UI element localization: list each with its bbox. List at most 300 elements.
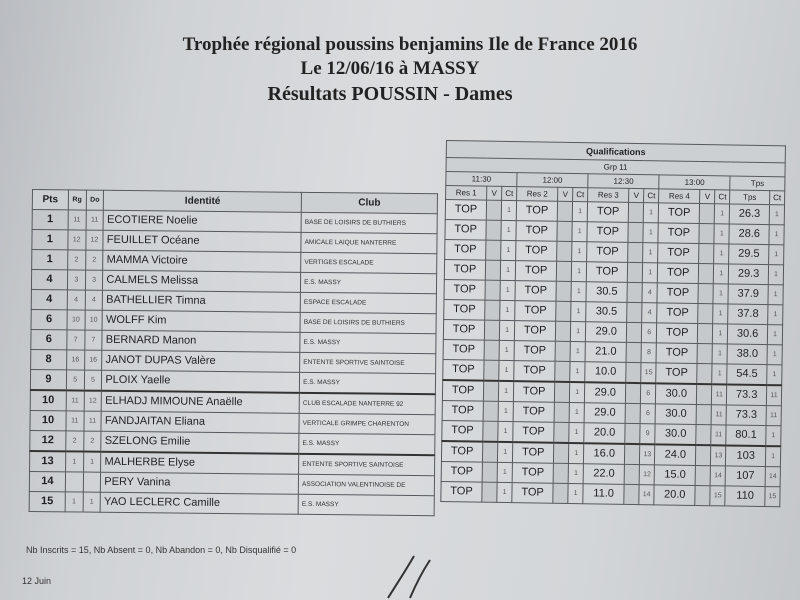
result-cell: TOP <box>658 223 699 244</box>
result-cell: TOP <box>445 200 486 221</box>
time-block: 12:00 <box>517 173 588 188</box>
v-cell <box>627 282 642 302</box>
result-cell: TOP <box>514 321 555 342</box>
time-cell: 110 <box>725 486 765 507</box>
rg-cell: 1 <box>65 492 83 512</box>
rank-cell: 9 <box>30 369 66 390</box>
club-cell: E.S. MASSY <box>298 494 434 515</box>
result-cell: TOP <box>656 343 697 364</box>
result-cell: 30.5 <box>586 282 627 303</box>
ct-cell: 1 <box>500 260 515 280</box>
rank-cell: 1 <box>32 210 68 230</box>
time-ct-cell: 1 <box>769 225 784 245</box>
rank-cell: 1 <box>32 250 68 270</box>
ct-cell: 1 <box>497 482 512 502</box>
ct-cell: 1 <box>572 201 587 221</box>
v-cell <box>486 220 501 240</box>
do-cell: 4 <box>85 290 103 310</box>
identity-cell: BATHELLIER Timna <box>103 290 301 312</box>
v-cell <box>553 463 568 483</box>
v-cell <box>627 302 642 322</box>
ct-cell: 15 <box>641 363 656 384</box>
qualifications-title: Qualifications <box>446 141 785 163</box>
club-cell: ENTENTE SPORTIVE SAINTOISE <box>300 352 436 373</box>
rank-cell: 1 <box>32 230 68 250</box>
result-cell: TOP <box>587 222 628 243</box>
v-cell <box>483 401 498 421</box>
v-cell <box>625 444 640 465</box>
result-cell: TOP <box>657 283 698 304</box>
ct-cell: 1 <box>714 224 729 244</box>
v-cell <box>628 222 643 242</box>
v-cell <box>486 240 501 260</box>
result-cell: TOP <box>586 262 627 283</box>
ct-cell: 1 <box>571 301 586 321</box>
time-cell: 103 <box>726 445 766 466</box>
v-cell <box>625 403 640 423</box>
v-cell <box>697 343 712 363</box>
ct-cell: 1 <box>572 241 587 261</box>
sub-header-cell: Res 4 <box>659 189 700 204</box>
summary-footer: Nb Inscrits = 15, Nb Absent = 0, Nb Abandon = 0, Nb Disqualifié = 0 <box>26 545 297 555</box>
result-cell: TOP <box>513 422 554 443</box>
sub-header-cell: Res 3 <box>588 188 629 203</box>
sub-header-cell: Ct <box>644 189 659 203</box>
result-cell: TOP <box>514 341 555 362</box>
v-cell <box>625 423 640 444</box>
result-cell: TOP <box>658 203 699 224</box>
rg-cell: 11 <box>66 411 84 431</box>
result-cell: 30.0 <box>655 424 696 445</box>
result-cell: TOP <box>516 221 557 242</box>
v-cell <box>698 323 713 343</box>
v-cell <box>697 384 712 405</box>
v-cell <box>484 360 499 381</box>
time-ct-cell: 1 <box>767 325 782 345</box>
ct-cell: 11 <box>711 425 726 446</box>
header-identity: Identité <box>104 190 302 212</box>
club-cell: BASE DE LOISIRS DE BUTHIERS <box>301 212 437 233</box>
ct-cell: 6 <box>642 323 657 343</box>
v-cell <box>485 280 500 300</box>
result-cell: 29.0 <box>586 322 627 343</box>
result-cell: TOP <box>658 263 699 284</box>
rg-cell: 2 <box>68 250 86 270</box>
ct-cell: 14 <box>639 485 654 505</box>
ct-cell: 1 <box>571 281 586 301</box>
ct-cell: 4 <box>642 303 657 323</box>
ct-cell: 1 <box>571 321 586 341</box>
club-cell: VERTIGES ESCALADE <box>301 252 437 273</box>
rank-cell: 10 <box>30 390 66 411</box>
result-cell: TOP <box>515 261 556 282</box>
sub-header-cell: Res 1 <box>446 186 487 201</box>
time-cell: 80.1 <box>726 425 766 446</box>
do-cell: 3 <box>85 270 103 290</box>
rg-cell: 11 <box>66 390 84 411</box>
result-cell: TOP <box>513 402 554 423</box>
v-cell <box>483 381 498 402</box>
v-cell <box>695 485 710 505</box>
time-cell: 38.0 <box>727 344 767 365</box>
result-cell: TOP <box>514 361 555 382</box>
time-ct-cell: 15 <box>765 487 780 507</box>
ct-cell: 1 <box>501 220 516 240</box>
result-cell: 29.0 <box>584 403 625 424</box>
result-cell: 15.0 <box>654 465 695 486</box>
result-cell: TOP <box>444 299 485 320</box>
ct-cell: 14 <box>710 466 725 486</box>
identity-cell: JANOT DUPAS Valère <box>102 350 300 372</box>
result-cell: 29.0 <box>585 382 626 403</box>
do-cell: 10 <box>85 310 103 330</box>
time-cell: 107 <box>725 466 765 487</box>
page-title: Trophée régional poussins benjamins Ile de France 2016 <box>182 34 638 55</box>
do-cell: 11 <box>86 210 104 230</box>
rg-cell: 1 <box>65 451 83 472</box>
result-cell: TOP <box>443 319 484 340</box>
result-cell: TOP <box>657 323 698 344</box>
identity-cell: ECOTIERE Noelie <box>103 210 301 232</box>
result-cell: 21.0 <box>585 342 626 363</box>
result-cell: TOP <box>658 243 699 264</box>
v-cell <box>556 261 571 281</box>
ct-cell: 1 <box>570 341 585 361</box>
club-cell: ESPACE ESCALADE <box>300 292 436 313</box>
sub-header-cell: Ct <box>715 190 730 204</box>
ct-cell: 1 <box>498 381 513 402</box>
rank-cell: 13 <box>30 451 66 472</box>
v-cell <box>698 283 713 303</box>
v-cell <box>697 363 712 384</box>
rank-cell: 14 <box>29 471 65 491</box>
time-cell: 37.8 <box>728 304 768 325</box>
result-cell: TOP <box>442 420 483 441</box>
result-cell: 20.0 <box>584 423 625 444</box>
do-cell: 12 <box>84 391 102 412</box>
ct-cell: 8 <box>641 343 656 363</box>
result-cell: 22.0 <box>583 464 624 485</box>
club-cell: ASSOCIATION VALENTINOISE DE <box>298 474 434 495</box>
identity-cell: WOLFF Kim <box>102 310 300 332</box>
identity-cell: ELHADJ MIMOUNE Anaëlle <box>102 391 300 414</box>
ct-cell: 6 <box>640 404 655 424</box>
ct-cell: 1 <box>714 244 729 264</box>
v-cell <box>695 465 710 485</box>
competitor-table <box>29 189 438 516</box>
v-cell <box>628 242 643 262</box>
time-ct-cell: 1 <box>767 365 782 386</box>
ct-cell: 1 <box>499 360 514 381</box>
sub-header-cell: Ct <box>573 187 588 201</box>
sub-header-cell: V <box>700 189 715 203</box>
ct-cell: 1 <box>643 223 658 243</box>
v-cell <box>482 482 497 502</box>
result-cell: TOP <box>444 259 485 280</box>
time-cell: 29.3 <box>729 264 769 285</box>
result-cell: 11.0 <box>583 484 624 505</box>
v-cell <box>626 383 641 404</box>
v-cell <box>554 443 569 464</box>
v-cell <box>696 404 711 424</box>
time-block: 13:00 <box>659 175 730 190</box>
ct-cell: 1 <box>498 421 513 442</box>
result-cell: TOP <box>441 461 482 482</box>
do-cell: 1 <box>83 452 101 473</box>
result-cell: TOP <box>441 481 482 502</box>
rg-cell <box>65 472 83 492</box>
v-cell <box>553 483 568 503</box>
club-cell: CLUB ESCALADE NANTERRE 92 <box>299 393 435 415</box>
ct-cell: 1 <box>568 463 583 483</box>
result-cell: 16.0 <box>584 443 625 464</box>
result-cell: TOP <box>512 483 553 504</box>
identity-cell: SZELONG Emilie <box>101 431 299 454</box>
ct-cell: 1 <box>497 462 512 482</box>
event-date-location: Le 12/06/16 à MASSY <box>300 58 480 79</box>
ct-cell: 1 <box>569 422 584 443</box>
v-cell <box>699 263 714 283</box>
time-ct-cell: 1 <box>768 305 783 325</box>
rg-cell: 3 <box>67 270 85 290</box>
club-cell: E.S. MASSY <box>301 272 437 293</box>
rg-cell: 10 <box>67 310 85 330</box>
time-block: 12:30 <box>588 174 659 189</box>
rg-cell: 7 <box>67 330 85 350</box>
v-cell <box>557 221 572 241</box>
result-cell: TOP <box>515 301 556 322</box>
v-cell <box>627 322 642 342</box>
ct-cell: 1 <box>569 402 584 422</box>
time-block: Tps <box>730 176 785 191</box>
identity-cell: PLOIX Yaelle <box>102 370 300 393</box>
identity-cell: FEUILLET Océane <box>103 230 301 252</box>
v-cell <box>484 340 499 360</box>
date-footer: 12 Juin <box>22 576 52 586</box>
results-category: Résultats POUSSIN - Dames <box>267 83 513 105</box>
club-cell: BASE DE LOISIRS DE BUTHIERS <box>300 312 436 333</box>
result-cell: 30.0 <box>655 404 696 425</box>
do-cell: 11 <box>84 411 102 431</box>
sub-header-cell: Res 2 <box>517 187 558 202</box>
ct-cell: 1 <box>643 263 658 283</box>
time-ct-cell: 1 <box>768 265 783 285</box>
sub-header-cell: Ct <box>502 186 517 200</box>
result-cell: 30.0 <box>656 383 697 404</box>
time-cell: 73.3 <box>727 384 767 405</box>
result-cell: TOP <box>444 279 485 300</box>
identity-cell: PERY Vanina <box>101 472 299 494</box>
v-cell <box>628 262 643 282</box>
v-cell <box>699 223 714 243</box>
ct-cell: 1 <box>572 221 587 241</box>
identity-cell: YAO LECLERC Camille <box>100 492 298 514</box>
ct-cell: 1 <box>643 243 658 263</box>
club-cell: E.S. MASSY <box>300 332 436 353</box>
ct-cell: 1 <box>499 340 514 360</box>
ct-cell: 1 <box>500 280 515 300</box>
result-cell: TOP <box>516 201 557 222</box>
time-cell: 30.6 <box>728 324 768 345</box>
v-cell <box>696 445 711 466</box>
qualifications-table <box>440 140 786 507</box>
v-cell <box>626 362 641 383</box>
time-ct-cell: 1 <box>768 285 783 305</box>
v-cell <box>698 303 713 323</box>
time-ct-cell: 1 <box>765 446 780 467</box>
rank-cell: 8 <box>31 349 67 369</box>
v-cell <box>696 424 711 445</box>
result-cell: TOP <box>441 441 482 462</box>
identity-cell: CALMELS Melissa <box>103 270 301 292</box>
v-cell <box>483 421 498 442</box>
time-cell: 37.9 <box>728 284 768 305</box>
ct-cell: 1 <box>714 264 729 284</box>
time-ct-cell: 1 <box>769 245 784 265</box>
club-cell: E.S. MASSY <box>300 372 436 394</box>
ct-cell: 1 <box>712 344 727 364</box>
result-cell: TOP <box>657 303 698 324</box>
v-cell <box>628 202 643 222</box>
ct-cell: 1 <box>713 324 728 344</box>
do-cell: 7 <box>84 330 102 350</box>
do-cell: 16 <box>84 350 102 370</box>
v-cell <box>555 361 570 382</box>
ct-cell: 9 <box>640 424 655 445</box>
ct-cell: 4 <box>642 283 657 303</box>
ct-cell: 1 <box>568 483 583 503</box>
do-cell: 1 <box>83 492 101 512</box>
do-cell: 2 <box>85 250 103 270</box>
result-cell: TOP <box>443 339 484 360</box>
result-cell: TOP <box>445 219 486 240</box>
v-cell <box>556 281 571 301</box>
header-do: Do <box>86 190 104 210</box>
ct-cell: 15 <box>710 486 725 506</box>
ct-cell: 1 <box>571 261 586 281</box>
ct-cell: 1 <box>501 200 516 220</box>
ct-cell: 1 <box>569 443 584 464</box>
ct-cell: 11 <box>712 384 727 405</box>
v-cell <box>483 442 498 463</box>
ct-cell: 12 <box>639 465 654 485</box>
group-label: Grp 11 <box>446 158 785 177</box>
result-cell: 24.0 <box>655 444 696 465</box>
rank-cell: 4 <box>31 270 67 290</box>
result-cell: TOP <box>587 202 628 223</box>
ct-cell: 1 <box>498 401 513 421</box>
ct-cell: 1 <box>715 204 730 224</box>
result-cell: 30.5 <box>586 302 627 323</box>
v-cell <box>555 341 570 361</box>
do-cell <box>83 472 101 492</box>
ct-cell: 1 <box>713 304 728 324</box>
do-cell: 5 <box>84 370 102 391</box>
time-ct-cell: 1 <box>767 345 782 365</box>
ct-cell: 1 <box>500 300 515 320</box>
result-cell: TOP <box>587 242 628 263</box>
sub-header-cell: Tps <box>730 190 770 205</box>
rank-cell: 15 <box>29 491 65 511</box>
rank-cell: 6 <box>31 309 67 329</box>
time-cell: 29.5 <box>729 244 769 265</box>
ct-cell: 6 <box>641 383 656 404</box>
sub-header-cell: Ct <box>770 191 785 205</box>
result-cell: TOP <box>512 463 553 484</box>
result-cell: TOP <box>656 363 697 384</box>
ct-cell: 1 <box>570 382 585 403</box>
rg-cell: 12 <box>68 230 86 250</box>
table-row <box>29 491 434 515</box>
rg-cell: 16 <box>66 350 84 370</box>
time-cell: 73.3 <box>726 405 766 426</box>
time-ct-cell: 1 <box>769 205 784 225</box>
rg-cell: 2 <box>66 431 84 452</box>
v-cell <box>624 484 639 504</box>
v-cell <box>556 321 571 341</box>
ct-cell: 1 <box>501 240 516 260</box>
result-cell: TOP <box>442 380 483 401</box>
v-cell <box>485 260 500 280</box>
v-cell <box>554 402 569 422</box>
time-cell: 54.5 <box>727 364 767 385</box>
v-cell <box>555 382 570 403</box>
time-ct-cell: 11 <box>766 385 781 406</box>
identity-cell: FANDJAITAN Eliana <box>101 411 299 433</box>
v-cell <box>556 301 571 321</box>
v-cell <box>699 243 714 263</box>
do-cell: 12 <box>85 230 103 250</box>
header-rg: Rg <box>68 190 86 210</box>
rank-cell: 6 <box>31 329 67 349</box>
rg-cell: 5 <box>66 370 84 391</box>
ct-cell: 1 <box>499 320 514 340</box>
table-row <box>441 481 780 506</box>
header-pts: Pts <box>32 190 68 210</box>
ct-cell: 13 <box>640 444 655 465</box>
ct-cell: 11 <box>711 405 726 425</box>
v-cell <box>485 300 500 320</box>
time-ct-cell: 1 <box>766 426 781 447</box>
v-cell <box>486 200 501 220</box>
v-cell <box>557 201 572 221</box>
club-cell: AMICALE LAIQUE NANTERRE <box>301 232 437 253</box>
ct-cell: 1 <box>498 442 513 463</box>
v-cell <box>482 462 497 482</box>
identity-cell: MAMMA Victoire <box>103 250 301 272</box>
v-cell <box>554 422 569 443</box>
time-ct-cell: 11 <box>766 406 781 426</box>
v-cell <box>557 241 572 261</box>
v-cell <box>626 342 641 362</box>
v-cell <box>700 203 715 223</box>
club-cell: VERTICALE GRIMPE CHARENTON <box>299 413 435 434</box>
ct-cell: 13 <box>711 445 726 466</box>
signature-mark <box>380 552 440 600</box>
result-cell: TOP <box>445 239 486 260</box>
time-cell: 26.3 <box>730 204 770 225</box>
rg-cell: 11 <box>68 210 86 230</box>
result-cell: 10.0 <box>585 362 626 383</box>
time-block: 11:30 <box>446 172 517 187</box>
identity-cell: BERNARD Manon <box>102 330 300 352</box>
club-cell: E.S. MASSY <box>299 433 435 455</box>
result-cell: TOP <box>442 400 483 421</box>
rank-cell: 10 <box>30 410 66 430</box>
ct-cell: 1 <box>643 203 658 223</box>
header-club: Club <box>301 192 437 213</box>
sub-header-cell: V <box>558 187 573 201</box>
